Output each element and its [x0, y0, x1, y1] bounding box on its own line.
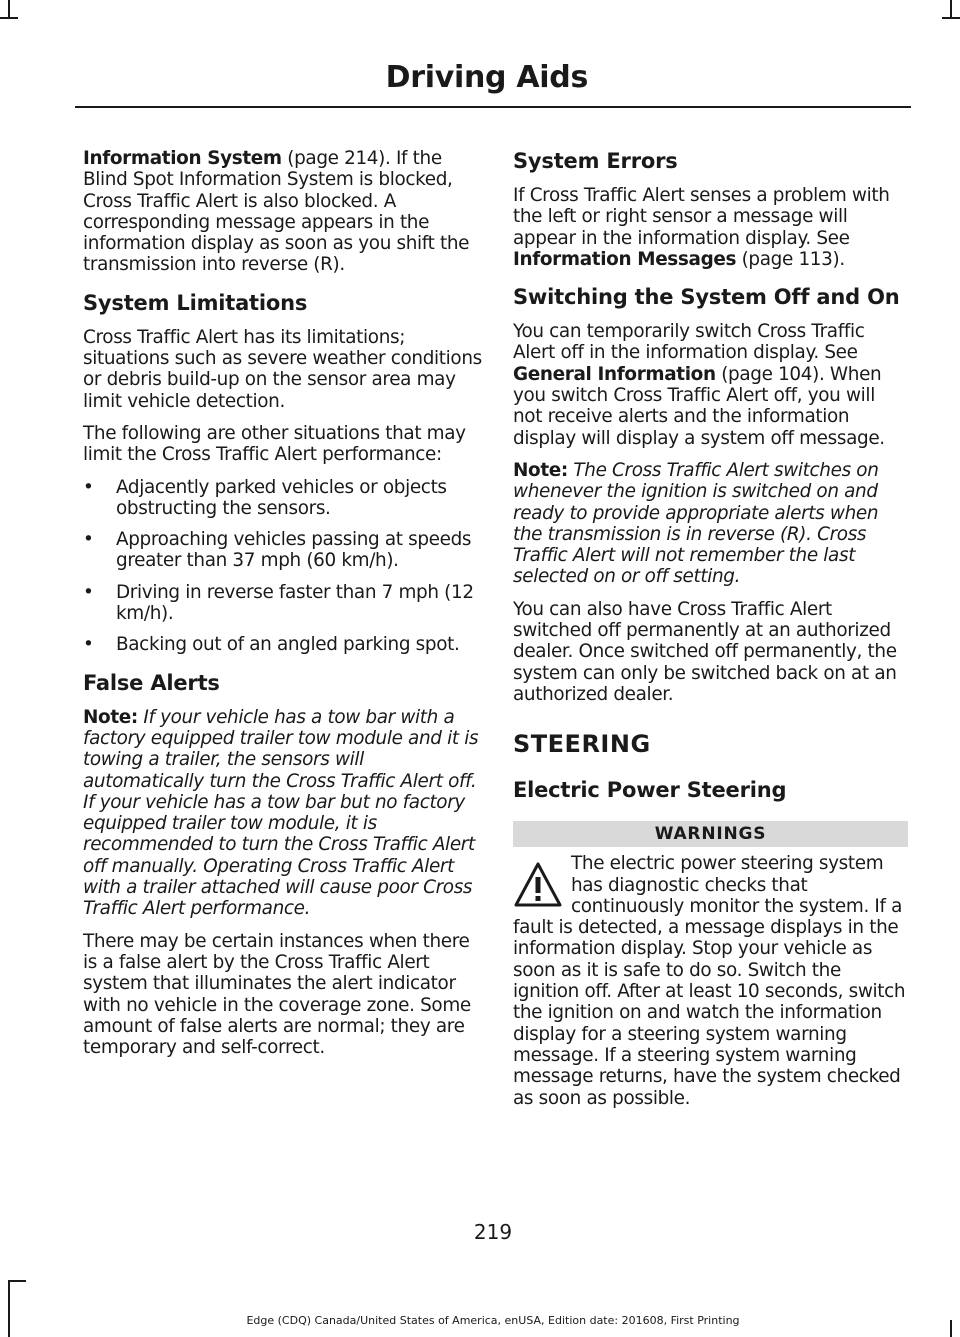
cross-reference: General Information — [513, 363, 716, 385]
paragraph: The following are other situations that may limit the Cross Traffic Alert performance: — [83, 422, 466, 466]
note-label: Note: — [513, 459, 568, 481]
list-item: • Backing out of an angled parking spot. — [83, 634, 460, 656]
heading-false-alerts: False Alerts — [83, 670, 220, 695]
header-rule — [75, 106, 911, 108]
crop-mark — [8, 1280, 10, 1337]
cross-reference: Information System — [83, 148, 282, 169]
footer-edition-info: Edge (CDQ) Canada/United States of America, enUSA, Edition date: 201608, First Printing — [246, 1314, 740, 1327]
list-item: • Driving in reverse faster than 7 mph (12 km/h). — [83, 581, 474, 625]
paragraph: You can temporarily switch Cross Traffic Alert off in the information display. See General Information (page 104). When you switch Cross Traffic Alert off, you will not receive alerts and the information display will display a system off message. — [513, 321, 885, 449]
cross-reference: Information Messages — [513, 248, 737, 270]
crop-mark — [0, 17, 18, 19]
paragraph: Information System (page 214). If the Blind Spot Information System is blocked, Cross Traffic Alert is also blocked. A corresponding message appears in the information display as soon as you shift the transmission into reverse (R). — [83, 148, 470, 276]
heading-system-limitations: System Limitations — [83, 290, 308, 315]
heading-system-errors: System Errors — [513, 149, 678, 173]
left-column — [83, 148, 483, 1069]
heading-switching-system: Switching the System Off and On — [513, 285, 900, 310]
note: Note: The Cross Traffic Alert switches on whenever the ignition is switched on and ready to provide appropriate alerts when the transmission is in reverse (R). Cross Traffic Alert will not remember the last selected on or off setting. — [513, 459, 879, 588]
note: Note: If your vehicle has a tow bar with a factory equipped trailer tow module and it is towing a trailer, the sensors will automatically turn the Cross Traffic Alert off. If your vehicle has a tow bar but no factory equipped trailer tow module, it is recommended to turn the Cross Traffic Alert off manually. Operating Cross Traffic Alert with a trailer attached will cause poor Cross Traffic Alert performance. — [83, 706, 479, 920]
note-label: Note: — [83, 706, 138, 728]
warning-text: The electric power steering system has diagnostic checks that continuously monitor the system. If a fault is detected, a message displays in the information display. Stop your vehicle as soon as it is safe to do so. Switch the ignition off. After at least 10 seconds, switch the ignition on and watch the information display for a steering system warning message. If a steering system warning message returns, have the system checked as soon as possible. — [513, 853, 906, 1109]
crop-mark — [8, 1280, 26, 1282]
paragraph: Cross Traffic Alert has its limitations; situations such as severe weather conditions or debris build-up on the sensor area may limit vehicle detection. — [83, 326, 482, 412]
page-number: 219 — [473, 1220, 513, 1244]
limitations-list — [83, 477, 483, 656]
warnings-header: WARNINGS — [513, 821, 908, 847]
crop-mark — [942, 17, 960, 19]
paragraph: If Cross Traffic Alert senses a problem with the left or right sensor a message will appear in the information display. See Information Messages (page 113). — [513, 185, 890, 270]
heading-electric-power-steering: Electric Power Steering — [513, 778, 787, 803]
warning-triangle-icon — [513, 861, 563, 909]
crop-mark — [950, 0, 952, 18]
list-item: • Approaching vehicles passing at speeds greater than 37 mph (60 km/h). — [83, 529, 472, 572]
heading-steering: STEERING — [513, 730, 651, 759]
right-column — [513, 148, 908, 1109]
section-title: Driving Aids — [385, 60, 588, 95]
paragraph: There may be certain instances when there is a false alert by the Cross Traffic Alert system that illuminates the alert indicator with no vehicle in the coverage zone. Some amount of false alerts are normal; they are temporary and self-correct. — [83, 930, 471, 1059]
crop-mark — [8, 0, 10, 18]
paragraph: You can also have Cross Traffic Alert switched off permanently at an authorized dealer. Once switched off permanently, the system can only be switched back on at an authorized dealer. — [513, 598, 897, 705]
list-item: • Adjacently parked vehicles or objects obstructing the sensors. — [83, 476, 447, 519]
